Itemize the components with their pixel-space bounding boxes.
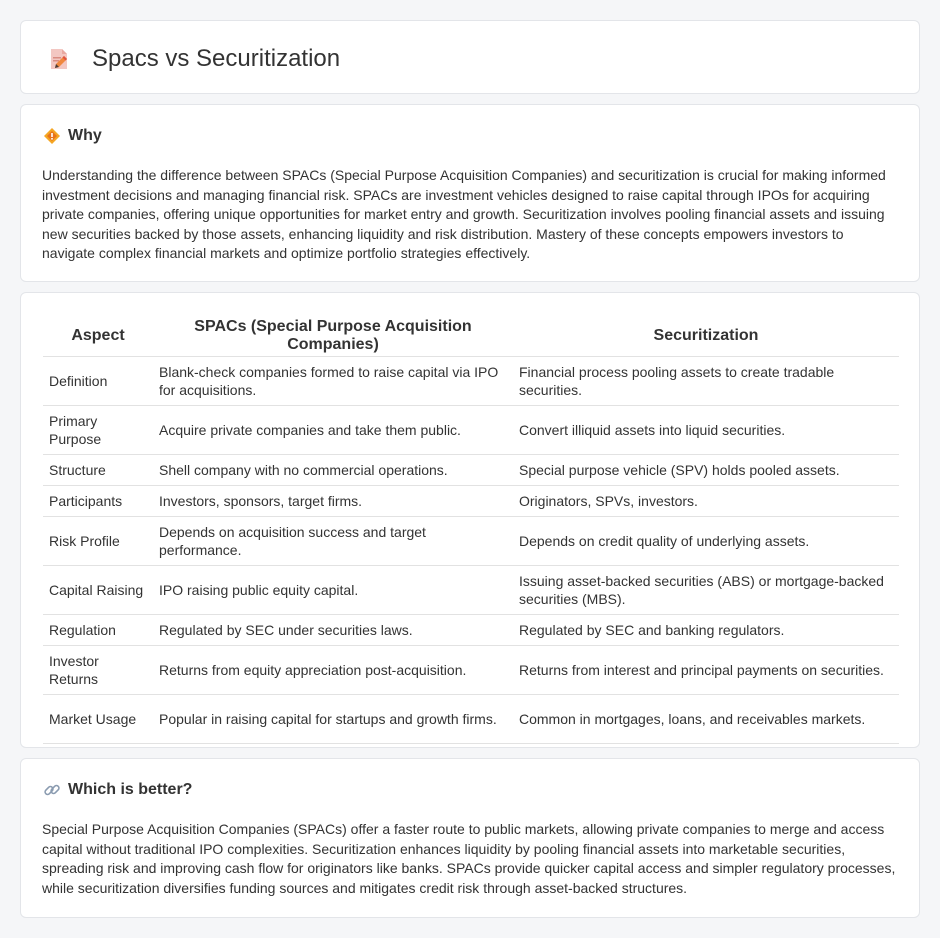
spac-cell: Shell company with no commercial operations. xyxy=(153,455,513,486)
better-heading xyxy=(43,781,192,799)
spac-cell: Depends on acquisition success and target performance. xyxy=(153,517,513,566)
better-title: Which is better? xyxy=(68,781,193,798)
page-title: Spacs vs Securitization xyxy=(92,45,341,72)
table-header-row xyxy=(43,315,899,357)
table-row xyxy=(43,517,899,566)
table-row xyxy=(43,615,899,646)
securitization-cell: Regulated by SEC and banking regulators. xyxy=(513,615,899,646)
securitization-cell: Returns from interest and principal payments on securities. xyxy=(513,646,899,695)
securitization-cell: Originators, SPVs, investors. xyxy=(513,486,899,517)
why-section xyxy=(20,104,920,282)
spac-cell: Acquire private companies and take them public. xyxy=(153,406,513,455)
securitization-cell: Financial process pooling assets to create tradable securities. xyxy=(513,357,899,406)
better-text: Special Purpose Acquisition Companies (SPACs) offer a faster route to public markets, allowing private companies to merge and access capital without traditional IPO complexities. Securitization enhances liquidity by pooling financial assets into marketable securities, spreading risk and improving cash flow for originators like banks. SPACs provide quicker capital access and simpler regulatory processes, while securitization diversifies funding sources and mitigates credit risk through asset-backed structures. xyxy=(42,821,896,896)
aspect-cell: Market Usage xyxy=(43,695,153,744)
table-row xyxy=(43,695,899,744)
header-securitization: Securitization xyxy=(513,315,899,357)
securitization-cell: Convert illiquid assets into liquid securities. xyxy=(513,406,899,455)
header-aspect: Aspect xyxy=(43,315,153,357)
table-row xyxy=(43,455,899,486)
document-pencil-icon xyxy=(48,47,70,71)
spac-cell: IPO raising public equity capital. xyxy=(153,566,513,615)
diamond-warning-icon xyxy=(43,127,61,145)
securitization-cell: Common in mortgages, loans, and receivables markets. xyxy=(513,695,899,744)
spac-cell: Blank-check companies formed to raise capital via IPO for acquisitions. xyxy=(153,357,513,406)
why-title: Why xyxy=(68,127,102,144)
table-row xyxy=(43,646,899,695)
spac-cell: Popular in raising capital for startups and growth firms. xyxy=(153,695,513,744)
why-heading xyxy=(43,127,102,145)
aspect-cell: Definition xyxy=(43,357,153,406)
link-icon xyxy=(43,781,61,799)
securitization-cell: Special purpose vehicle (SPV) holds pooled assets. xyxy=(513,455,899,486)
table-row xyxy=(43,357,899,406)
comparison-section xyxy=(20,292,920,748)
securitization-cell: Issuing asset-backed securities (ABS) or mortgage-backed securities (MBS). xyxy=(513,566,899,615)
table-row xyxy=(43,406,899,455)
aspect-cell: Participants xyxy=(43,486,153,517)
aspect-cell: Risk Profile xyxy=(43,517,153,566)
which-is-better-section xyxy=(20,758,920,918)
header-spacs: SPACs (Special Purpose Acquisition Companies) xyxy=(153,315,513,357)
spac-cell: Returns from equity appreciation post-acquisition. xyxy=(153,646,513,695)
table-row xyxy=(43,486,899,517)
aspect-cell: Regulation xyxy=(43,615,153,646)
aspect-cell: Structure xyxy=(43,455,153,486)
spac-cell: Investors, sponsors, target firms. xyxy=(153,486,513,517)
securitization-cell: Depends on credit quality of underlying assets. xyxy=(513,517,899,566)
why-text: Understanding the difference between SPACs (Special Purpose Acquisition Companies) and securitization is crucial for making informed investment decisions and managing financial risk. SPACs are investment vehicles designed to raise capital through IPOs for acquiring private companies, offering unique opportunities for market entry and growth. Securitization involves pooling financial assets and issuing new securities backed by those assets, enhancing liquidity and risk distribution. Mastery of these concepts empowers investors to navigate complex financial markets and optimize portfolio strategies effectively. xyxy=(42,167,886,262)
table-row xyxy=(43,566,899,615)
comparison-table xyxy=(43,315,899,744)
aspect-cell: Capital Raising xyxy=(43,566,153,615)
aspect-cell: Primary Purpose xyxy=(43,406,153,455)
spac-cell: Regulated by SEC under securities laws. xyxy=(153,615,513,646)
aspect-cell: Investor Returns xyxy=(43,646,153,695)
header-card xyxy=(20,20,920,94)
